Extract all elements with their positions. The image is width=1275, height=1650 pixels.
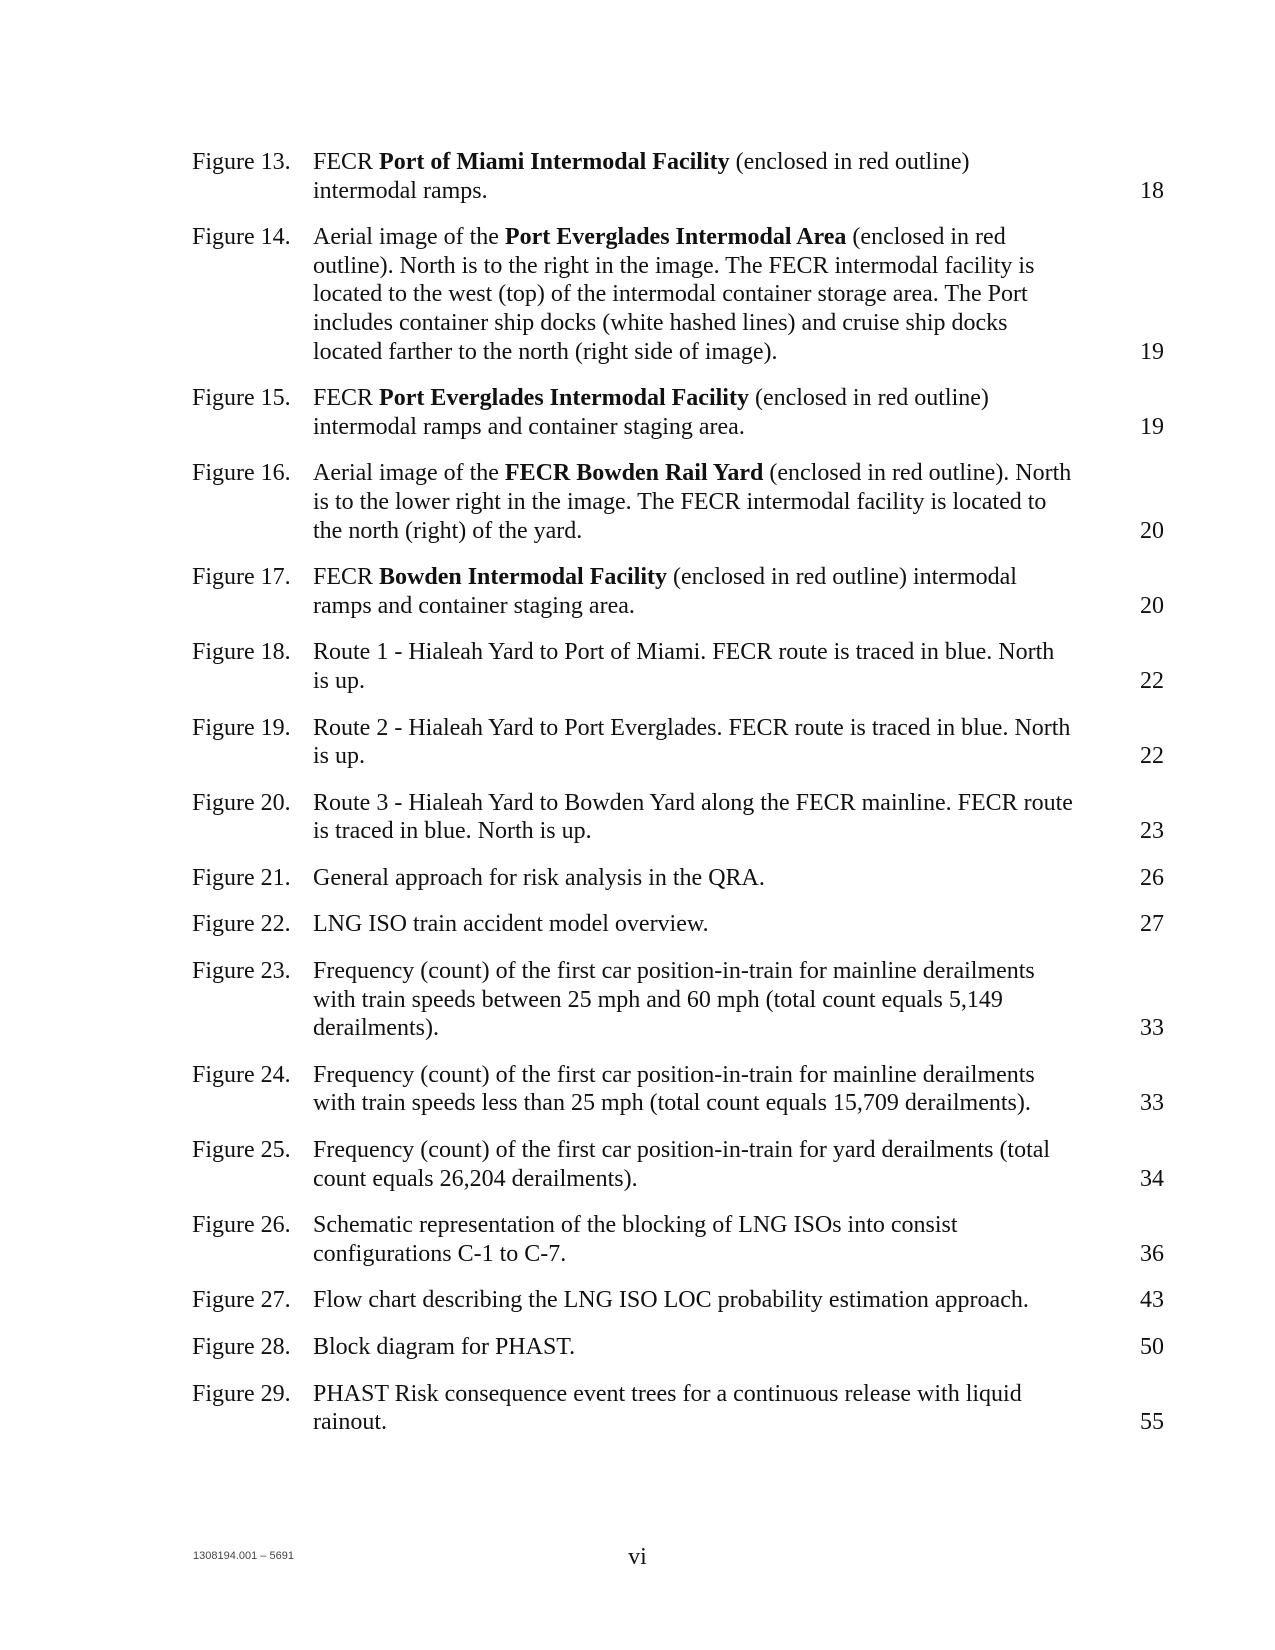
figure-caption: [313, 1333, 1073, 1362]
figure-page-number: 18: [1140, 177, 1164, 204]
figure-label: Figure 19.: [192, 714, 291, 741]
caption-text: Frequency (count) of the first car position-in-train for yard derailments (total count equals 26,204 derailments).: [313, 1137, 1051, 1192]
figure-label: Figure 15.: [192, 385, 291, 412]
figure-entry: [192, 864, 1164, 893]
figure-page-number: 43: [1140, 1287, 1164, 1314]
figure-entry: [192, 1061, 1164, 1118]
caption-bold-text: Port of Miami Intermodal Facility: [379, 149, 730, 175]
caption-text: PHAST Risk consequence event trees for a continuous release with liquid rainout.: [313, 1380, 1022, 1436]
figure-caption: [313, 910, 1073, 939]
caption-text: Schematic representation of the blocking of LNG ISOs into consist configurations C-1 to C-7.: [313, 1212, 958, 1267]
list-of-figures: [192, 148, 1164, 1455]
caption-text: Route 2 - Hialeah Yard to Port Everglades. FECR route is traced in blue. North is up.: [313, 714, 1071, 770]
figure-label: Figure 17.: [192, 564, 291, 591]
figure-label: Figure 21.: [192, 864, 291, 891]
figure-caption: [313, 714, 1073, 771]
figure-label: Figure 27.: [192, 1287, 291, 1314]
figure-page-number: 20: [1140, 592, 1164, 619]
caption-bold-text: Port Everglades Intermodal Area: [504, 224, 847, 251]
figure-entry: [192, 638, 1164, 695]
figure-page-number: 33: [1140, 1015, 1164, 1042]
figure-entry: [192, 957, 1164, 1043]
figure-label: Figure 29.: [192, 1380, 291, 1407]
figure-caption: [313, 957, 1073, 1043]
figure-label: Figure 20.: [192, 789, 291, 816]
figure-caption: [313, 638, 1073, 695]
figure-entry: [192, 1211, 1164, 1268]
figure-page-number: 19: [1140, 338, 1164, 365]
figure-label: Figure 22.: [192, 911, 291, 938]
figure-caption: [313, 223, 1073, 366]
figure-label: Figure 18.: [192, 639, 291, 666]
figure-page-number: 22: [1140, 743, 1164, 770]
caption-text: Block diagram for PHAST.: [313, 1334, 576, 1360]
figure-page-number: 23: [1140, 818, 1164, 845]
figure-caption: [313, 864, 1073, 893]
figure-caption: [313, 789, 1073, 846]
figure-entry: [192, 223, 1164, 366]
figure-entry: [192, 1333, 1164, 1362]
caption-text: FECR: [313, 149, 380, 175]
caption-bold-text: Port Everglades Intermodal Facility: [379, 385, 749, 412]
figure-caption: [313, 1061, 1073, 1118]
figure-label: Figure 24.: [192, 1061, 291, 1088]
caption-text: General approach for risk analysis in the QRA.: [313, 864, 765, 891]
figure-entry: [192, 1136, 1164, 1193]
caption-text: Aerial image of the: [313, 224, 505, 251]
caption-text: Frequency (count) of the first car position-in-train for mainline derailments with train speeds less than 25 mph (total count equals 15,709 derailments).: [313, 1061, 1035, 1117]
figure-page-number: 19: [1140, 413, 1164, 440]
figure-entry: [192, 563, 1164, 620]
figure-entry: [192, 1380, 1164, 1437]
figure-page-number: 20: [1140, 517, 1164, 544]
figure-caption: [313, 563, 1073, 620]
figure-caption: [313, 384, 1073, 441]
figure-caption: [313, 1286, 1073, 1315]
caption-text: (enclosed in red outline). North is to the right in the image. The FECR intermodal facility is located to the west (top) of the intermodal container storage area. The Port includes container ship docks (white hashed lines) and cruise ship docks located farther to the north (right side of image).: [313, 224, 1035, 365]
figure-entry: [192, 384, 1164, 441]
figure-entry: [192, 714, 1164, 771]
figure-entry: [192, 910, 1164, 939]
caption-text: (enclosed in red outline) intermodal ramps.: [313, 149, 970, 204]
figure-label: Figure 25.: [192, 1137, 291, 1164]
caption-text: Aerial image of the: [313, 460, 505, 487]
caption-bold-text: Bowden Intermodal Facility: [379, 564, 668, 591]
caption-bold-text: FECR Bowden Rail Yard: [504, 460, 764, 487]
figure-caption: [313, 148, 1073, 205]
caption-text: FECR: [313, 564, 380, 591]
caption-text: (enclosed in red outline) intermodal ramps and container staging area.: [313, 385, 989, 440]
caption-text: FECR: [313, 385, 380, 412]
caption-text: Flow chart describing the LNG ISO LOC probability estimation approach.: [313, 1287, 1029, 1314]
figure-caption: [313, 1136, 1073, 1193]
figure-label: Figure 16.: [192, 460, 291, 487]
figure-page-number: 22: [1140, 667, 1164, 694]
figure-caption: [313, 1211, 1073, 1268]
figure-page-number: 34: [1140, 1165, 1164, 1192]
figure-entry: [192, 789, 1164, 846]
caption-text: (enclosed in red outline) intermodal ramps and container staging area.: [313, 564, 1017, 619]
figure-entry: [192, 148, 1164, 205]
figure-label: Figure 23.: [192, 958, 291, 985]
page-number: vi: [628, 1544, 647, 1570]
figure-label: Figure 13.: [192, 149, 291, 175]
figure-label: Figure 28.: [192, 1334, 291, 1360]
caption-text: Route 3 - Hialeah Yard to Bowden Yard along the FECR mainline. FECR route is traced in blue. North is up.: [313, 789, 1073, 845]
caption-text: LNG ISO train accident model overview.: [313, 911, 709, 938]
figure-label: Figure 14.: [192, 224, 291, 251]
figure-caption: [313, 459, 1073, 545]
caption-text: Frequency (count) of the first car position-in-train for mainline derailments with train speeds between 25 mph and 60 mph (total count equals 5,149 derailments).: [313, 958, 1035, 1042]
figure-entry: [192, 1286, 1164, 1315]
figure-page-number: 36: [1140, 1240, 1164, 1267]
figure-page-number: 26: [1140, 864, 1164, 891]
figure-caption: [313, 1380, 1073, 1437]
caption-text: Route 1 - Hialeah Yard to Port of Miami. FECR route is traced in blue. North is up.: [313, 639, 1055, 694]
document-id: 1308194.001 – 5691: [193, 1550, 294, 1562]
figure-page-number: 33: [1140, 1090, 1164, 1117]
figure-label: Figure 26.: [192, 1212, 291, 1239]
caption-text: (enclosed in red outline). North is to the lower right in the image. The FECR intermodal facility is located to the north (right) of the yard.: [313, 460, 1072, 544]
figure-page-number: 55: [1140, 1409, 1164, 1436]
figure-entry: [192, 459, 1164, 545]
figure-page-number: 27: [1140, 911, 1164, 938]
figure-page-number: 50: [1140, 1334, 1164, 1360]
